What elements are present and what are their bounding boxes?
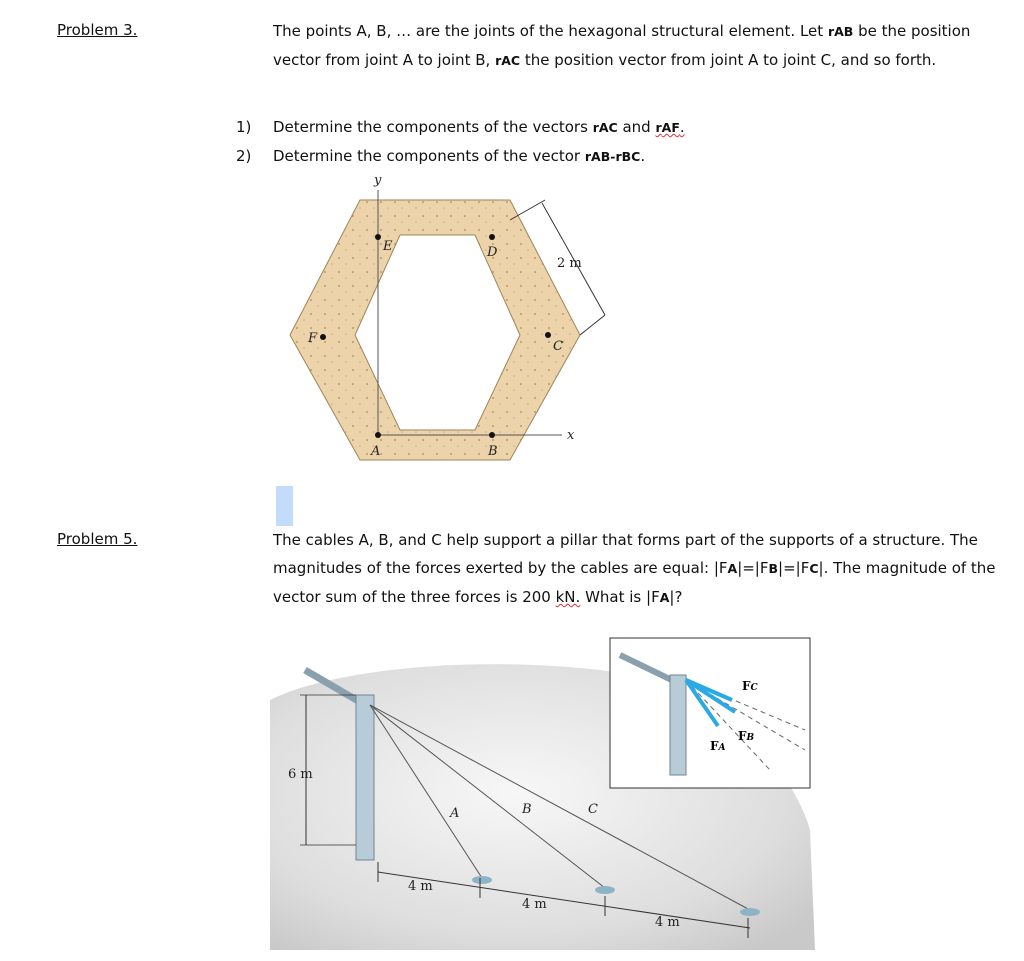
problem-3-statement: The points A, B, … are the joints of the hexagonal structural element. Let rAB be the position vector from joint A to joint B, rAC the position vector from joint A to joint C, and so forth. [273, 22, 971, 69]
problem-5-statement: The cables A, B, and C help support a pillar that forms part of the supports of a structure. The magnitudes of the forces exerted by the cables are equal: |FA|=|FB|=|FC|. The magnitude of the vector sum of the three forces is 200 kN. What is |FA|? [273, 531, 996, 606]
question-1: 1) Determine the components of the vectors rAC and rAF. [236, 118, 685, 136]
joint-c-label: C [553, 339, 563, 354]
problem-3-questions [236, 113, 685, 171]
dim-ext-2 [580, 315, 605, 335]
inset-force-b: FB [738, 729, 755, 743]
spacing-label-2: 4 m [522, 897, 547, 912]
joint-f-label: F [308, 331, 318, 346]
joint-d-label: D [487, 245, 498, 260]
hexagon-ring [290, 200, 580, 460]
spacing-label-3: 4 m [655, 915, 680, 930]
question-2: 2) Determine the components of the vector rAB-rBC. [236, 147, 646, 165]
text-selection-highlight [276, 486, 293, 526]
x-axis-label: x [567, 428, 575, 443]
height-label: 6 m [288, 767, 313, 782]
problem-3-label: Problem 3. [57, 21, 138, 39]
cable-c-label: C [588, 802, 598, 817]
inset-force-a: FA [710, 739, 726, 753]
y-axis-label: y [374, 173, 382, 188]
pillar [356, 695, 374, 860]
cable-b-label: B [522, 802, 532, 817]
joint-b-label: B [488, 444, 498, 459]
pillar-figure [270, 630, 820, 960]
hexagon-figure [280, 170, 610, 470]
joint-e-label: E [383, 239, 393, 254]
joint-a-label: A [371, 444, 381, 459]
spacing-label-1: 4 m [408, 879, 433, 894]
dimension-label: 2 m [557, 256, 582, 271]
problem-5-label: Problem 5. [57, 530, 138, 548]
cable-a-label: A [450, 806, 460, 821]
inset-force-c: FC [742, 679, 758, 693]
